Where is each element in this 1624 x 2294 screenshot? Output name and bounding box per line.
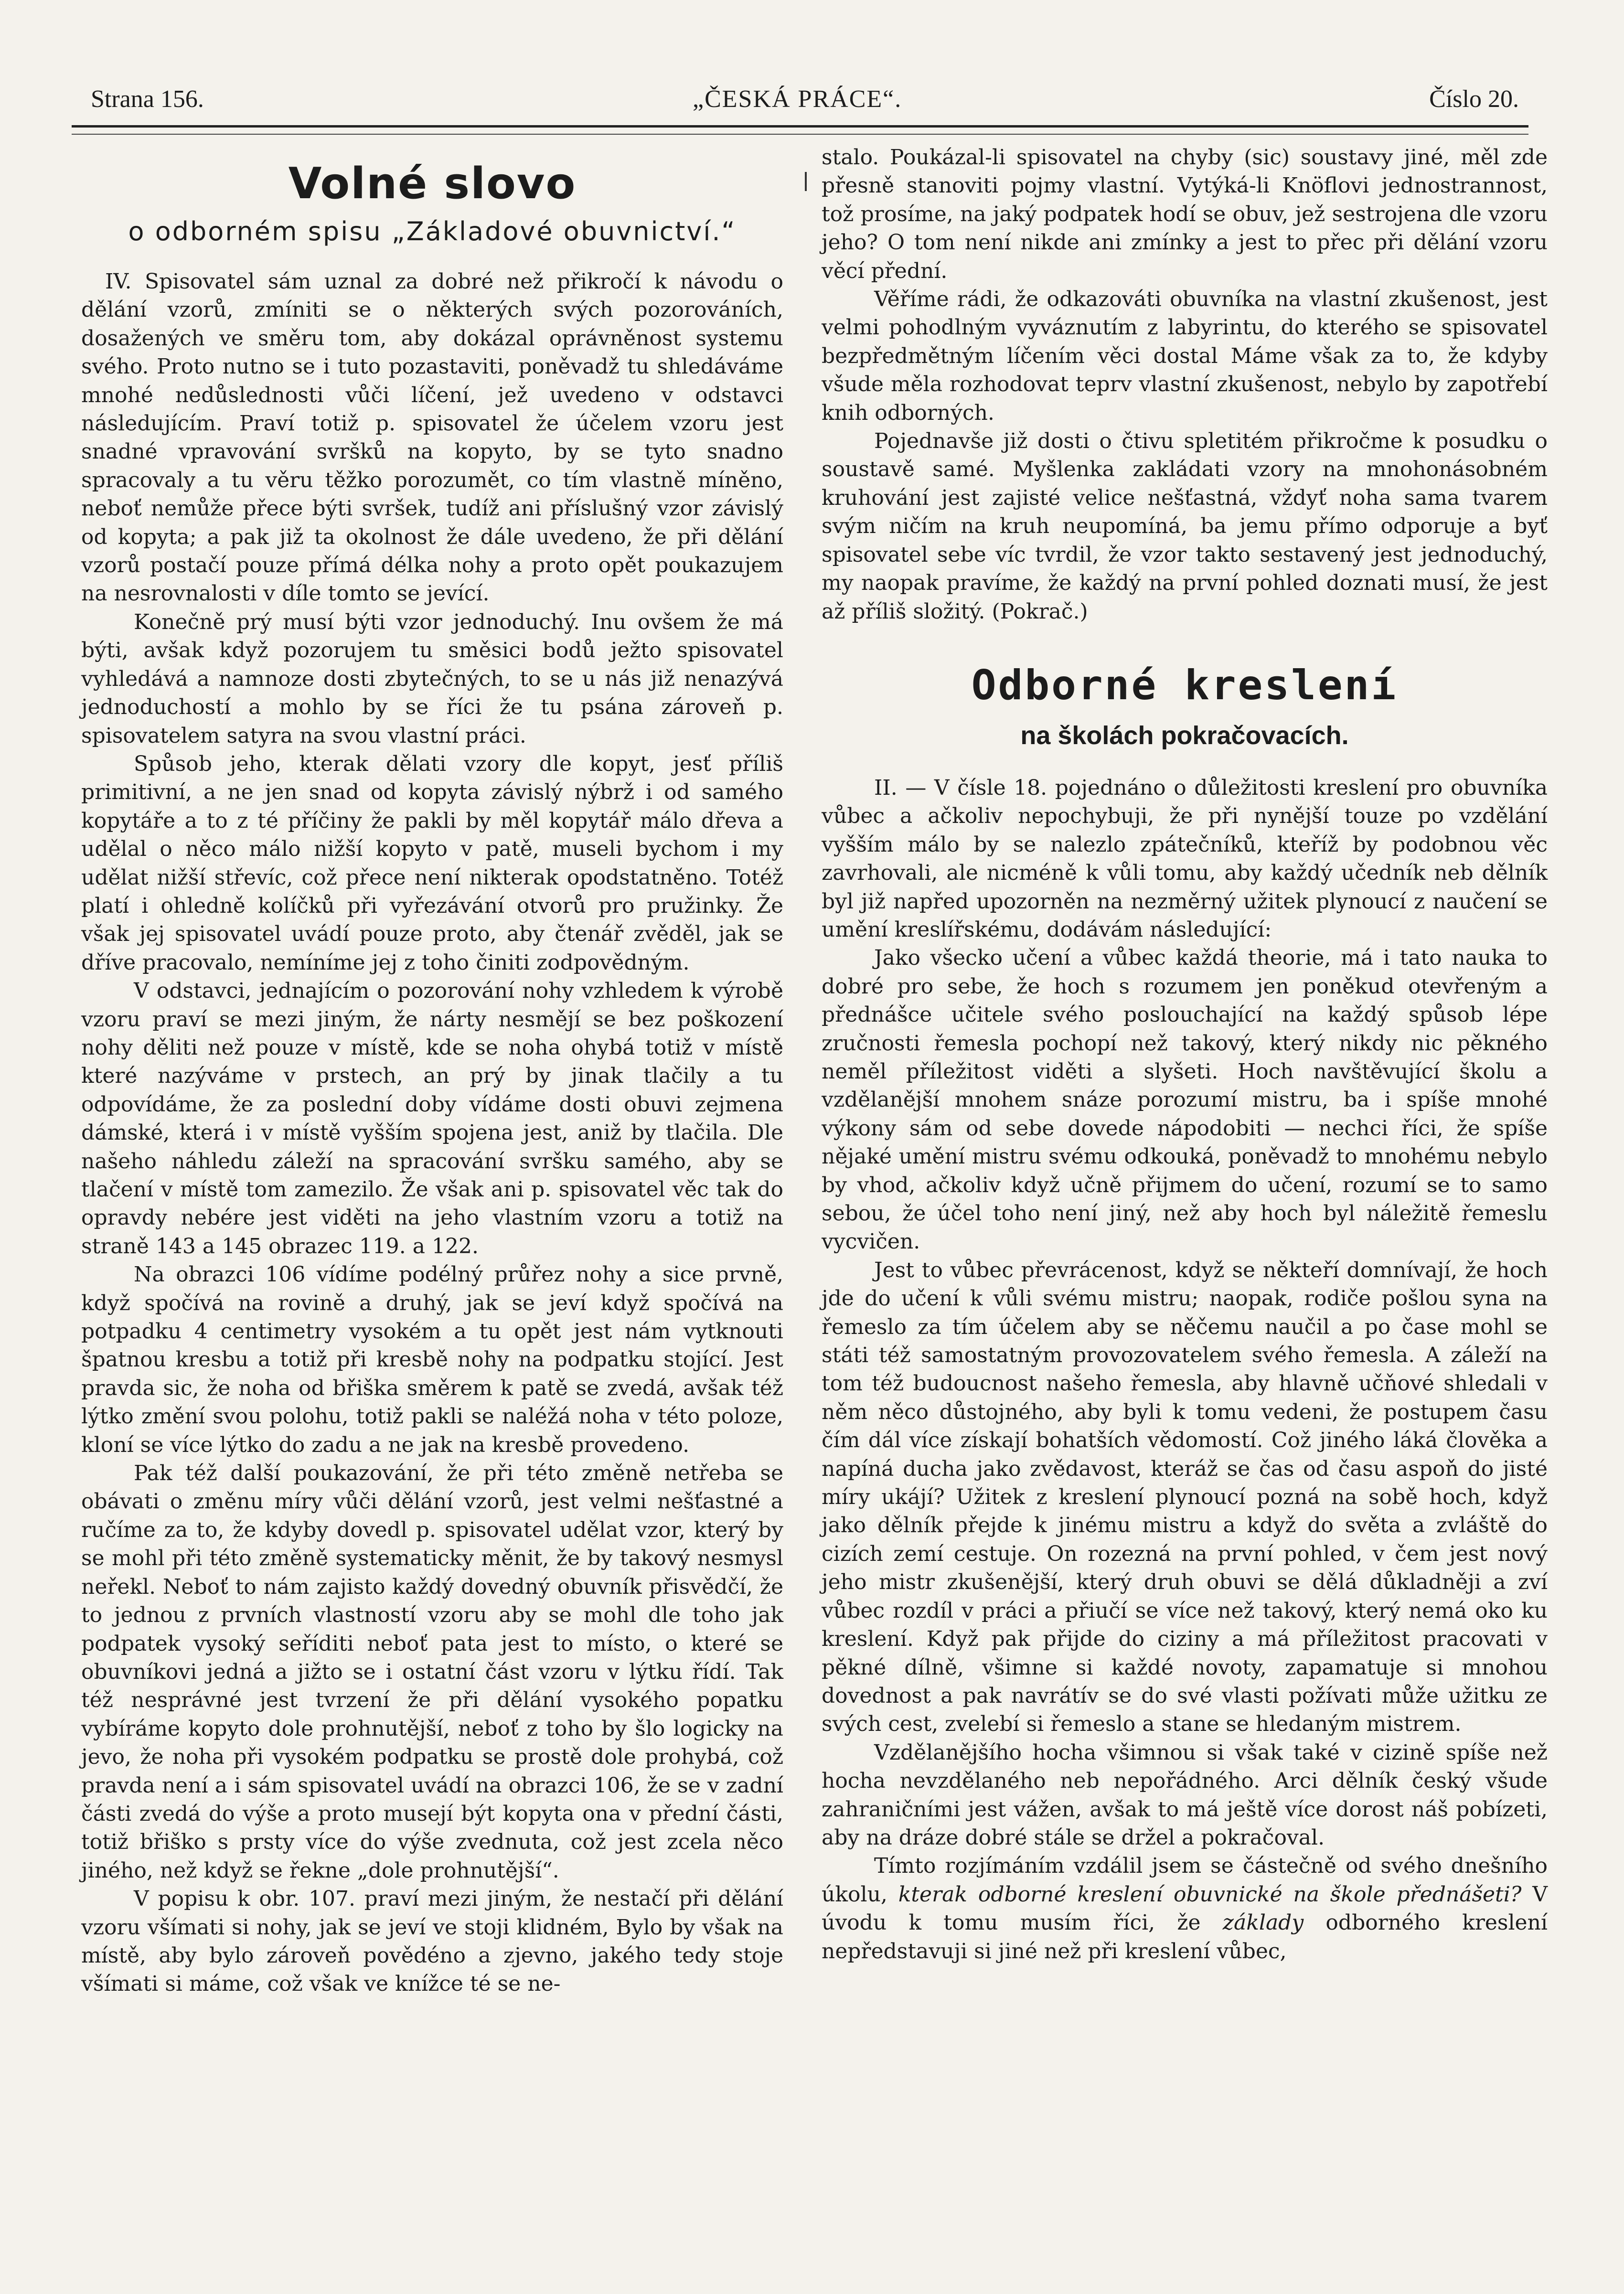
article2-subtitle: na školách pokračovacích. [1020, 721, 1349, 750]
page-header [91, 80, 1519, 118]
header-rule-thick [72, 125, 1528, 128]
right-column [822, 143, 1548, 1965]
text-segment: V úvodu k tomu musím říci, že [822, 1882, 1548, 1935]
article1-title: Volné slovo [288, 159, 577, 209]
article1-continuation: Pojednavše již dosti o čtivu spletitém přikročme k posudku o soustavě samé. Myšlenka zakládati vzory na mnohonásobném kruhování jest zajisté velice nešťastná, vždyť noha sama tvarem svým ničím na kruh neupomíná, ba jemu přímo odporuje a byť spisovatel sebe víc tvrdil, že vzor takto sestavený jest jednoduchý, my naopak pravíme, že každý na první pohled doznati musí, že jest až příliš složitý. (Pokrač.) [822, 429, 1548, 624]
article1-paragraph: Spůsob jeho, kterak dělati vzory dle kopyt, jesť příliš primitivní, a ne jen snad od kopyta závislý nýbrž i od samého kopytáře a to z té příčiny že pakli by měl kopytář málo dřeva a udělal o něco málo nižší kopyto v patě, museli bychom i my udělat nižší střevíc, což přece není nikterak opodstatněno. Totéž platí i ohledně kolíčků při vyřezávání otvorů pro pružinky. Že však jej spisovatel uvádí pouze proto, aby čtenář zvěděl, jak se dříve pracovalo, nemíníme jej z toho činiti zodpovědným. [81, 751, 783, 975]
article2-paragraph: Vzdělanějšího hocha všimnou si však také v cizině spíše než hocha nevzdělaného neb nepořádného. Arci dělník český všude zahraničními jest vážen, avšak to má ještě více dorost náš pobízeti, aby na dráze dobré stále se držel a pokračoval. [822, 1740, 1548, 1850]
issue-number: Číslo 20. [1429, 85, 1519, 113]
left-column [81, 143, 783, 1998]
article1-paragraph: Pak též další poukazování, že při této změně netřeba se obávati o změnu míry vůči dělání vzorů, jest velmi nešťastné a ručíme za to, že kdyby dovedl p. spisovatel udělat vzor, který by se mohl při této změně systematicky měnit, že by takový nesmysl neřekl. Neboť to nám zajisto každý dovedný obuvník přisvědčí, že to jednou z prvních vlastností vzoru aby se mohl dle toho jak podpatek vysoký seříditi neboť pata jest to místo, o které se obuvníkovi jedná a jižto se i ostatní část vzoru v lýtku řídí. Tak též nesprávné jest tvrzení že při dělání vysokého popatku vybíráme kopyto dole prohnutější, neboť z toho by šlo logicky na jevo, že noha při vysokém podpatku se prostě dole prohybá, což pravda není a i sám spisovatel uvádí na obrazci 106, že se v zadní části zvedá do výše a proto musejí být kopyta ona v přední části, totiž břiško s prsty více do výše zvednuta, což jest zcela něco jiného, než když se řekne „dole prohnutější“. [81, 1461, 783, 1883]
page-number: Strana 156. [91, 85, 204, 113]
article1-paragraph: V popisu k obr. 107. praví mezi jiným, že nestačí při dělání vzoru všímati si nohy, jak se jeví ve stoji klidném, Bylo by však na místě, aby bylo zároveň povědéno a zjevno, jakého tedy stoje všímati si máme, což však ve knížce té se ne- [81, 1887, 783, 1996]
article2-title: Odborné kreslení [971, 661, 1398, 709]
publication-title: „ČESKÁ PRÁCE“. [693, 85, 902, 113]
article2-last-paragraph [822, 1852, 1548, 1965]
article1-paragraph: Konečně prý musí býti vzor jednoduchý. Inu ovšem že má býti, avšak když pozorujem tu směsici bodů ježto spisovatel vyhledává a namnoze dosti zbytečných, to se u nás již nenazývá jednoduchostí a mohlo by se říci že tu psána zároveň p. spisovatelem satyra na svou vlastní práci. [81, 609, 783, 748]
italic-segment: kterak odborné kreslení obuvnické na škole přednášeti? [898, 1882, 1522, 1907]
article1-continuation: Věříme rádi, že odkazováti obuvníka na vlastní zkušenost, jest velmi pohodlným vyváznutím z labyrintu, do kterého se spisovatel bezpředmětným líčením věci dostal Máme však za to, že kdyby všude měla rozhodovat teprv vlastní zkušenost, nebylo by zapotřebí knih odborných. [822, 287, 1548, 425]
article1-subtitle: o odborném spisu „Základové obuvnictví.“ [128, 216, 737, 246]
article1-paragraph: IV. Spisovatel sám uznal za dobré než přikročí k návodu o dělání vzorů, zmíniti se o některých svých pozorováních, dosažených ve směru tom, aby dokázal oprávněnost systemu svého. Proto nutno se i tuto pozastaviti, poněvadž tu shledáváme mnohé nedůslednosti vůči líčení, jež uvedeno v odstavci následujícím. Praví totiž p. spisovatel že účelem vzoru jest snadné vpravování svršků na kopyto, by se tyto snadno spracovaly a tu věru těžko porozumět, co tím vlastně míněno, neboť nemůže přece býti svršek, tudíž ani příslušný vzor závislý od kopyta; a pak již ta okolnost že dále uvedeno, že při dělání vzorů postačí pouze přímá délka nohy a proto opět poukazujem na nesrovnalosti v díle tomto se jevící. [81, 269, 783, 606]
header-rule-thin [72, 134, 1528, 135]
article2-paragraph: Jest to vůbec převrácenost, když se někteří domnívají, že hoch jde do učení k vůli svému mistru; naopak, rodiče pošlou syna na řemeslo za tím účelem aby se něčemu naučil a po čase mohl se státi též samostatným provozovatelem svého řemesla. A záleží na tom též budoucnost našeho řemesla, aby hlavně učňové shledali v něm něco důstojného, aby byli k tomu vedeni, že postupem času čím dál více získají bohatších vědomostí. Což jiného láká člověka a napíná ducha jako zvědavost, kteráž se čas od času aspoň do jisté míry ukájí? Užitek z kreslení plynoucí pozná na sobě hoch, když jako dělník přejde k jinému mistru a když do světa a zvláště do cizích zemí cestuje. On rozezná na první pohled, v čem jest nový jeho mistr zkušenější, který druh obuvi se dělá důkladněji a zví vůbec rozdíl v práci a přiučí se více než takový, který nemá oko ku kreslení. Když pak přijde do ciziny a má příležitost pracovati v pěkné dílně, všimne si každé novoty, zapamatuje si mnohou dovednost a pak navrátív se do své vlasti požívati může užitku ze svých cest, zvelebí si řemeslo a stane se hledaným mistrem. [822, 1258, 1548, 1737]
italic-segment: základy [1222, 1910, 1304, 1935]
text-segment: odborného kreslení nepředstavuji si jiné než při kreslení vůbec, [822, 1910, 1548, 1963]
article1-continuation: stalo. Poukázal-li spisovatel na chyby (sic) soustavy jiné, měl zde přesně stanoviti pojmy vlastní. Vytýká-li Knöflovi jednostrannost, tož prosíme, na jaký podpatek hodí se obuv, jež sestrojena dle vzoru jeho? O tom není nikde ani zmínky a jest to přec při dělání vzoru věcí přední. [822, 145, 1548, 283]
column-divider [805, 172, 807, 191]
text-segment: Tímto rozjímáním vzdálil jsem se částečně od svého dnešního úkolu, [822, 1854, 1548, 1907]
article2-paragraph: II. — V čísle 18. pojednáno o důležitosti kreslení pro obuvníka vůbec a ačkoliv nepochybuji, že při nynější touze po vzdělání vyšším málo by se nalezlo zpátečníků, kteříž by podobnou věc zavrhovali, ale nicméně k vůli tomu, aby každý učedník neb dělník byl již napřed upozorněn na nezměrný užitek plynoucí z naučení se umění kreslířskému, dodávám následující: [822, 775, 1548, 942]
article1-paragraph: Na obrazci 106 vídíme podélný průřez nohy a sice prvně, když spočívá na rovině a druhý, jak se jeví když spočívá na potpadku 4 centimetry vysokém a tu opět jest nám vytknouti špatnou kresbu a totiž při kresbě nohy na podpatku stojící. Jest pravda sic, že noha od břiška směrem k patě se zvedá, avšak též lýtko změní svou polohu, totiž pakli se naléžá noha v této poloze, kloní se více lýtko do zadu a ne jak na kresbě provedeno. [81, 1262, 783, 1457]
article2-paragraph: Jako všecko učení a vůbec každá theorie, má i tato nauka to dobré pro sebe, že hoch s rozumem jen poněkud otevřeným a přednášce učitele svého poslouchající na každý spůsob lépe zručnosti řemesla pochopí než takový, který nikdy nic pěkného neměl příležitost viděti a slyšeti. Hoch navštěvující školu a vzdělanější mnohem snáze porozumí mistru, ba i spíše mnohé výkony sám od sebe dovede nápodobiti — nechci říci, že spíše nějaké umění mistru svému odkouká, poněvadž to mnohému nebylo by vhod, ačkoliv když učně přijmem do učení, rozumí se to samo sebou, že účel toho není jiný, než aby hoch byl náležitě řemeslu vycvičen. [822, 946, 1548, 1254]
article1-paragraph: V odstavci, jednajícím o pozorování nohy vzhledem k výrobě vzoru praví se mezi jiným, že nárty nesmějí se bez poškození nohy děliti než pouze v místě, kde se noha ohybá totiž v místě které nazýváme v prstech, an prý by jinak tlačily a tu odpovídáme, že za poslední doby vídáme dosti obuvi zejmena dámské, která i v místě vyšším spojena jest, aniž by tlačila. Dle našeho náhledu záleží na spracování svršku samého, aby se tlačení v místě tom zamezilo. Že však ani p. spisovatel věc tak do opravdy nebére jest viděti na jeho vlastním vzoru a totiž na straně 143 a 145 obrazec 119. a 122. [81, 979, 783, 1259]
